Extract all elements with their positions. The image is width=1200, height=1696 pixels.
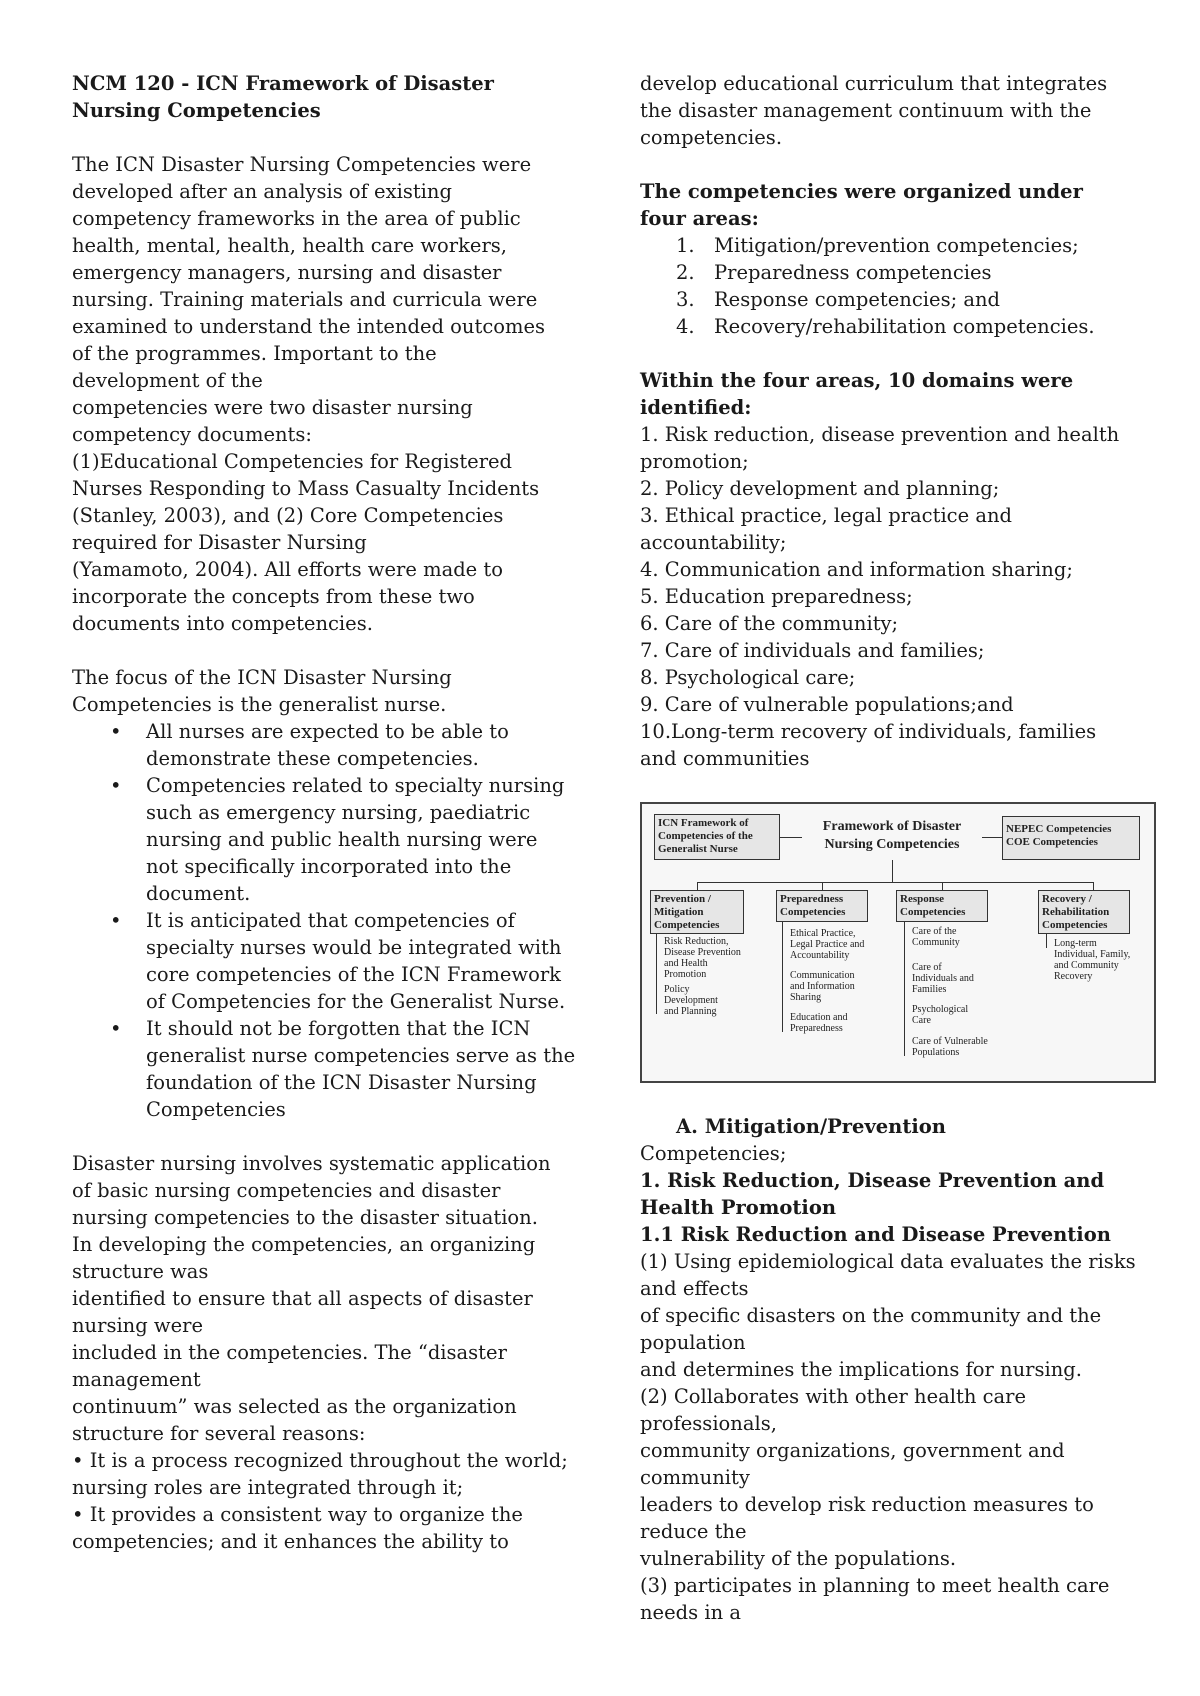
response-item: Care of the Community bbox=[912, 926, 960, 948]
continuation-paragraph: develop educational curriculum that integrates the disaster management continuum with the competencies. bbox=[640, 72, 1108, 149]
intro-paragraph: The ICN Disaster Nursing Competencies were developed after an analysis of existing competency frameworks in the area of public health, mental, health, health care workers, emergency managers, nursing and disaster nursing. Training materials and curricula were examined to understand the intended outcomes of the programmes. Important to the development of the competencies were two disaster nursing competency documents: (1)Educational Competencies for Registered Nurses Responding to Mass Casualty Incidents (Stanley, 2003), and (2) Core Competencies required for Disaster Nursing (Yamamoto, 2004). All efforts were made to incorporate the concepts from these two documents into competencies. bbox=[72, 153, 546, 635]
prevention-box: Prevention / Mitigation Competencies bbox=[650, 890, 744, 934]
connector-line bbox=[982, 837, 1002, 838]
list-item: • All nurses are expected to be able to demonstrate these competencies. bbox=[146, 718, 592, 772]
list-item: 3. Response competencies; and bbox=[676, 288, 1001, 311]
section-a-details: (1) Using epidemiological data evaluates the risks and effects of specific disasters on the community and the population and determines the implications for nursing. (2) Collaborates with other health care professionals, community organizations, government and community leaders to develop risk reduction measures to reduce the vulnerability of the populations. (3) participates in planning to meet health care needs in a bbox=[640, 1250, 1136, 1624]
domains-list: 1. Risk reduction, disease prevention and health promotion; 2. Policy development and planning; 3. Ethical practice, legal practice and accountability; 4. Communication and information sharing; 5. Education preparedness; 6. Care of the community; 7. Care of individuals and families; 8. Psychological care; 9. Care of vulnerable populations;and 10.Long-term recovery of individuals, families and communities bbox=[640, 423, 1120, 770]
preparedness-box: Preparedness Competencies bbox=[776, 890, 868, 922]
connector-line bbox=[697, 882, 1093, 883]
recovery-item: Long-term Individual, Family, and Community Recovery bbox=[1054, 938, 1131, 982]
diagram-title: Framework of Disaster Nursing Competencies bbox=[822, 819, 962, 852]
section-a-subheading: Competencies; bbox=[640, 1142, 787, 1165]
prevention-item: Policy Development and Planning bbox=[664, 984, 718, 1017]
response-box: Response Competencies bbox=[896, 890, 988, 922]
connector-line bbox=[822, 882, 823, 890]
framework-diagram bbox=[640, 802, 1156, 1083]
connector-line bbox=[780, 837, 802, 838]
list-item: 1. Mitigation/prevention competencies; bbox=[676, 234, 1079, 257]
connector-line bbox=[1046, 934, 1047, 948]
recovery-box: Recovery / Rehabilitation Competencies bbox=[1038, 890, 1130, 934]
connector-line bbox=[697, 882, 698, 890]
list-item: 4. Recovery/rehabilitation competencies. bbox=[676, 315, 1095, 338]
response-item: Care of Individuals and Families bbox=[912, 962, 974, 995]
icn-framework-box: ICN Framework of Competencies of the Generalist Nurse bbox=[654, 814, 780, 860]
document-title: NCM 120 - ICN Framework of Disaster Nursing Competencies bbox=[72, 72, 494, 122]
areas-list bbox=[640, 232, 1140, 340]
list-item: • Competencies related to specialty nursing such as emergency nursing, paediatric nursing and public health nursing were not specifically incorporated into the document. bbox=[146, 772, 592, 907]
focus-bullet-list bbox=[72, 718, 592, 1123]
response-item: Psychological Care bbox=[912, 1004, 969, 1026]
connector-line bbox=[1093, 882, 1094, 890]
areas-heading: The competencies were organized under four areas: bbox=[640, 180, 1083, 230]
right-column bbox=[640, 70, 1140, 1626]
list-item: 2. Preparedness competencies bbox=[676, 261, 992, 284]
connector-line bbox=[942, 882, 943, 890]
list-item: • It should not be forgotten that the ICN generalist nurse competencies serve as the foundation of the ICN Disaster Nursing Competencies bbox=[146, 1015, 592, 1123]
response-item: Care of Vulnerable Populations bbox=[912, 1036, 988, 1058]
subsection-1-1-heading: 1.1 Risk Reduction and Disease Prevention bbox=[640, 1223, 1111, 1246]
list-item: • It is anticipated that competencies of specialty nurses would be integrated with core competencies of the ICN Framework of Competencies for the Generalist Nurse. bbox=[146, 907, 592, 1015]
preparedness-item: Ethical Practice, Legal Practice and Accountability bbox=[790, 928, 865, 961]
connector-line bbox=[782, 922, 783, 1032]
preparedness-item: Education and Preparedness bbox=[790, 1012, 848, 1034]
subsection-1-heading: 1. Risk Reduction, Disease Prevention and Health Promotion bbox=[640, 1169, 1105, 1219]
left-column bbox=[72, 70, 592, 1555]
disaster-nursing-paragraph: Disaster nursing involves systematic application of basic nursing competencies and disaster nursing competencies to the disaster situation. In developing the competencies, an organizing structure was identified to ensure that all aspects of disaster nursing were included in the competencies. The “disaster management continuum” was selected as the organization structure for several reasons: • It is a process recognized throughout the world; nursing roles are integrated through it; • It provides a consistent way to organize the competencies; and it enhances the ability to bbox=[72, 1152, 568, 1553]
connector-line bbox=[904, 922, 905, 1056]
preparedness-item: Communication and Information Sharing bbox=[790, 970, 855, 1003]
connector-line bbox=[892, 860, 893, 882]
domains-heading: Within the four areas, 10 domains were identified: bbox=[640, 369, 1074, 419]
focus-paragraph: The focus of the ICN Disaster Nursing Competencies is the generalist nurse. bbox=[72, 666, 452, 716]
prevention-item: Risk Reduction, Disease Prevention and Health Promotion bbox=[664, 936, 741, 980]
section-a-heading: A. Mitigation/Prevention bbox=[676, 1115, 946, 1138]
connector-line bbox=[656, 934, 657, 1014]
nepec-box: NEPEC Competencies COE Competencies bbox=[1002, 816, 1140, 860]
